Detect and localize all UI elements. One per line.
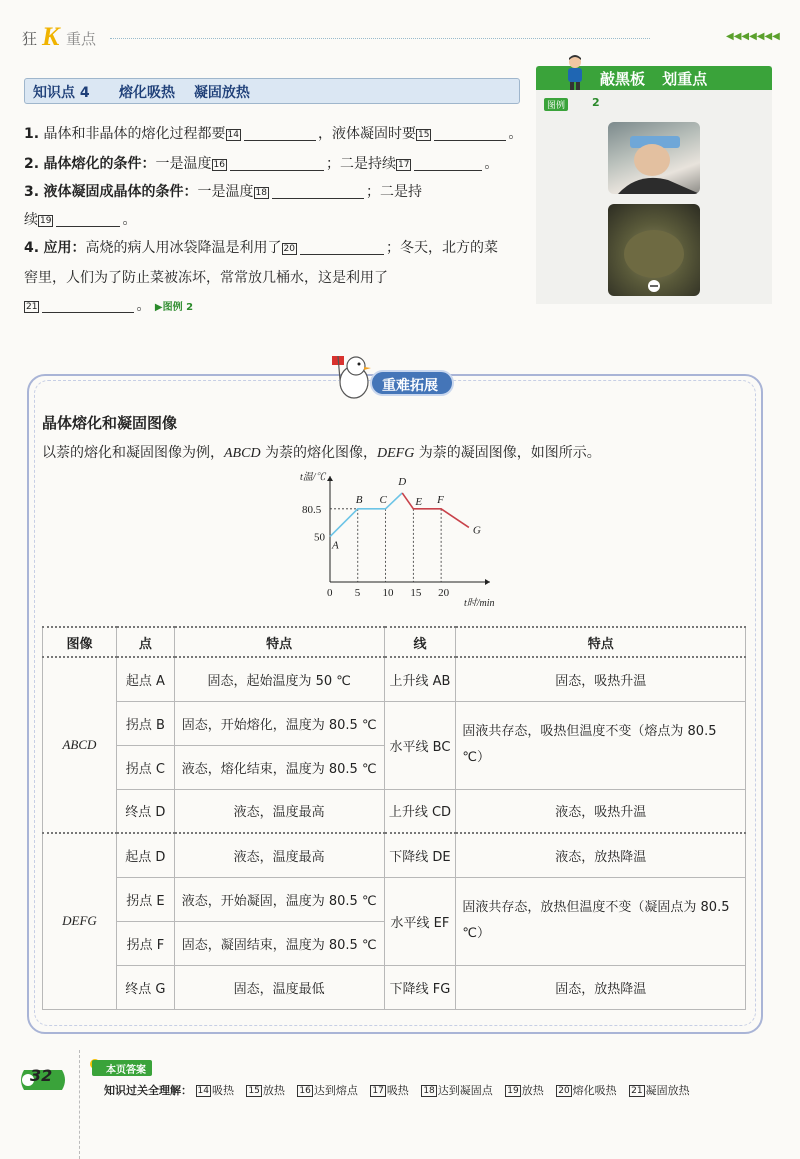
point-cell: 拐点 F — [116, 921, 174, 965]
answer-item: 20 熔化吸热 — [558, 1084, 617, 1097]
point-feature-cell: 固态，起始温度为 50 ℃ — [174, 657, 384, 701]
point-feature-cell: 液态，温度最高 — [174, 789, 384, 833]
table-header-row — [43, 627, 746, 657]
blank-number: 15 — [417, 130, 430, 140]
group-label: ABCD — [43, 657, 117, 833]
y-tick-label: 50 — [314, 531, 325, 544]
table-row — [43, 657, 746, 701]
point-cell: 拐点 E — [116, 877, 174, 921]
answer-blank[interactable] — [56, 211, 120, 227]
answer-item: 15 放热 — [248, 1084, 285, 1097]
question-4: 4. 应用：高烧的病人用冰袋降温是利用了 20 ；冬天，北方的菜 — [24, 240, 498, 256]
point-label: C — [379, 493, 387, 506]
page-number: 32 — [30, 1066, 53, 1085]
figure-reference[interactable]: ▶图例 2 — [154, 302, 194, 313]
header-cell: 图像 — [43, 627, 117, 657]
cellar-water-photo — [608, 204, 700, 296]
point-label: E — [415, 495, 423, 508]
question-3-cont: 续 19 。 — [24, 212, 137, 228]
ice-pack-photo — [608, 122, 700, 194]
answer-tag: 本页答案 — [92, 1060, 152, 1076]
knowledge-point-bar — [24, 78, 520, 104]
question-3: 3. 液体凝固成晶体的条件：一是温度 18 ；二是持 — [24, 184, 422, 200]
sidebar-panel — [536, 66, 772, 304]
header-cell: 点 — [116, 627, 174, 657]
answer-blank[interactable] — [272, 183, 364, 199]
blank-number: 17 — [397, 160, 410, 170]
point-label: A — [332, 539, 339, 552]
x-axis-label: t时/min — [464, 598, 495, 606]
blank-number: 19 — [40, 216, 52, 226]
point-cell: 终点 G — [116, 965, 174, 1009]
answer-item: 19 放热 — [507, 1084, 544, 1097]
line-feature-cell: 固态，放热降温 — [456, 965, 746, 1009]
blank-number: 20 — [283, 244, 295, 254]
expansion-badge-label: 重难拓展 — [382, 378, 438, 394]
point-feature-cell: 液态，温度最高 — [174, 833, 384, 877]
knowledge-point-label: 知识点 4 — [33, 85, 90, 101]
answer-blank[interactable] — [244, 125, 316, 141]
line-feature-cell: 固态，吸热升温 — [456, 657, 746, 701]
answer-item: 21 凝固放热 — [631, 1084, 690, 1097]
blank-number: 16 — [213, 160, 225, 170]
answer-item: 16 达到熔点 — [299, 1084, 358, 1097]
x-axis-arrow — [485, 579, 490, 585]
point-cell: 拐点 B — [116, 701, 174, 745]
table-row — [43, 701, 746, 745]
blank-number: 18 — [255, 188, 267, 198]
expansion-badge — [324, 352, 464, 396]
knowledge-point-title: 熔化吸热 凝固放热 — [119, 85, 250, 101]
point-feature-cell: 固态，温度最低 — [174, 965, 384, 1009]
table-row — [43, 789, 746, 833]
y-axis-arrow — [327, 476, 333, 481]
point-feature-cell: 固态，凝固结束，温度为 80.5 ℃ — [174, 921, 384, 965]
point-cell: 终点 D — [116, 789, 174, 833]
x-tick-label: 20 — [438, 587, 450, 599]
table-row — [43, 877, 746, 921]
point-feature-cell: 液态，开始凝固，温度为 80.5 ℃ — [174, 877, 384, 921]
brand-k: K — [42, 22, 60, 51]
question-4-cont: 窖里，人们为了防止菜被冻坏，常常放几桶水，这是利用了 — [24, 270, 388, 286]
point-label: B — [355, 493, 363, 506]
blank-number: 14 — [227, 130, 239, 140]
y-tick-label: 80.5 — [302, 503, 322, 516]
point-label: G — [472, 524, 481, 537]
header-cell: 特点 — [174, 627, 384, 657]
melting-curve — [330, 493, 402, 537]
table-row — [43, 833, 746, 877]
x-tick-label: 10 — [382, 587, 394, 599]
mascot-icon — [326, 352, 376, 402]
point-feature-cell: 固态，开始熔化，温度为 80.5 ℃ — [174, 701, 384, 745]
x-tick-label: 0 — [327, 587, 333, 599]
question-2: 2. 晶体熔化的条件：一是温度 16 ；二是持续 17 。 — [24, 156, 499, 172]
section-title: 晶体熔化和凝固图像 — [42, 414, 178, 432]
answer-blank[interactable] — [434, 125, 506, 141]
line-cell: 下降线 DE — [384, 833, 456, 877]
freezing-curve — [402, 493, 469, 528]
answer-item: 17 吸热 — [372, 1084, 409, 1097]
point-cell: 起点 D — [116, 833, 174, 877]
line-feature-cell: 液态，吸热升温 — [456, 789, 746, 833]
header-arrows: ◀◀◀◀◀◀◀ — [726, 31, 780, 42]
point-label: D — [398, 475, 407, 488]
answer-blank[interactable] — [230, 155, 324, 171]
answer-line — [104, 1082, 699, 1098]
answer-item: 18 达到凝固点 — [423, 1084, 493, 1097]
line-cell: 水平线 BC — [384, 701, 456, 789]
table-row — [43, 965, 746, 1009]
question-1: 1. 晶体和非晶体的熔化过程都要 14 ，液体凝固时要 15 。 — [24, 126, 523, 142]
point-feature-cell: 液态，熔化结束，温度为 80.5 ℃ — [174, 745, 384, 789]
point-label: F — [437, 493, 444, 506]
teacher-icon — [562, 54, 588, 90]
x-tick-label: 15 — [410, 587, 422, 599]
answer-lead: 知识过关全理解： — [104, 1084, 192, 1097]
answer-blank[interactable] — [300, 239, 384, 255]
line-cell: 上升线 AB — [384, 657, 456, 701]
header-cell: 特点 — [456, 627, 746, 657]
blank-number: 21 — [26, 302, 38, 312]
line-cell: 上升线 CD — [384, 789, 456, 833]
sidebar-figure-tag: 图例 — [544, 98, 568, 111]
brand-suffix: 重点 — [66, 30, 97, 48]
brand-prefix: 狂 — [22, 30, 39, 48]
brand-logo — [22, 24, 142, 54]
sidebar-title: 敲黑板 划重点 — [600, 70, 708, 88]
answer-item: 14 吸热 — [197, 1084, 234, 1097]
header-cell: 线 — [384, 627, 456, 657]
section-description: 以萘的熔化和凝固图像为例，ABCD 为萘的熔化图像，DEFG 为萘的凝固图像，如图所示。 — [42, 445, 601, 461]
answer-blank[interactable] — [42, 297, 134, 313]
answer-blank[interactable] — [414, 155, 482, 171]
y-axis-label: t温/℃ — [300, 472, 326, 483]
line-cell: 下降线 FG — [384, 965, 456, 1009]
feature-table — [42, 626, 746, 1010]
x-tick-label: 5 — [354, 587, 361, 599]
group-label: DEFG — [43, 833, 117, 1009]
line-feature-cell: 固液共存态，吸热但温度不变（熔点为 80.5 ℃） — [456, 701, 746, 789]
sidebar-figure-number: 2 — [592, 96, 600, 109]
line-cell: 水平线 EF — [384, 877, 456, 965]
question-4-cont2: 21 。 ▶图例 2 — [26, 298, 194, 314]
expansion-badge-pill — [370, 370, 454, 396]
header-divider — [110, 38, 650, 39]
melting-curve-chart — [296, 470, 496, 606]
line-feature-cell: 液态，放热降温 — [456, 833, 746, 877]
line-feature-cell: 固液共存态，放热但温度不变（凝固点为 80.5 ℃） — [456, 877, 746, 965]
point-cell: 拐点 C — [116, 745, 174, 789]
point-cell: 起点 A — [116, 657, 174, 701]
